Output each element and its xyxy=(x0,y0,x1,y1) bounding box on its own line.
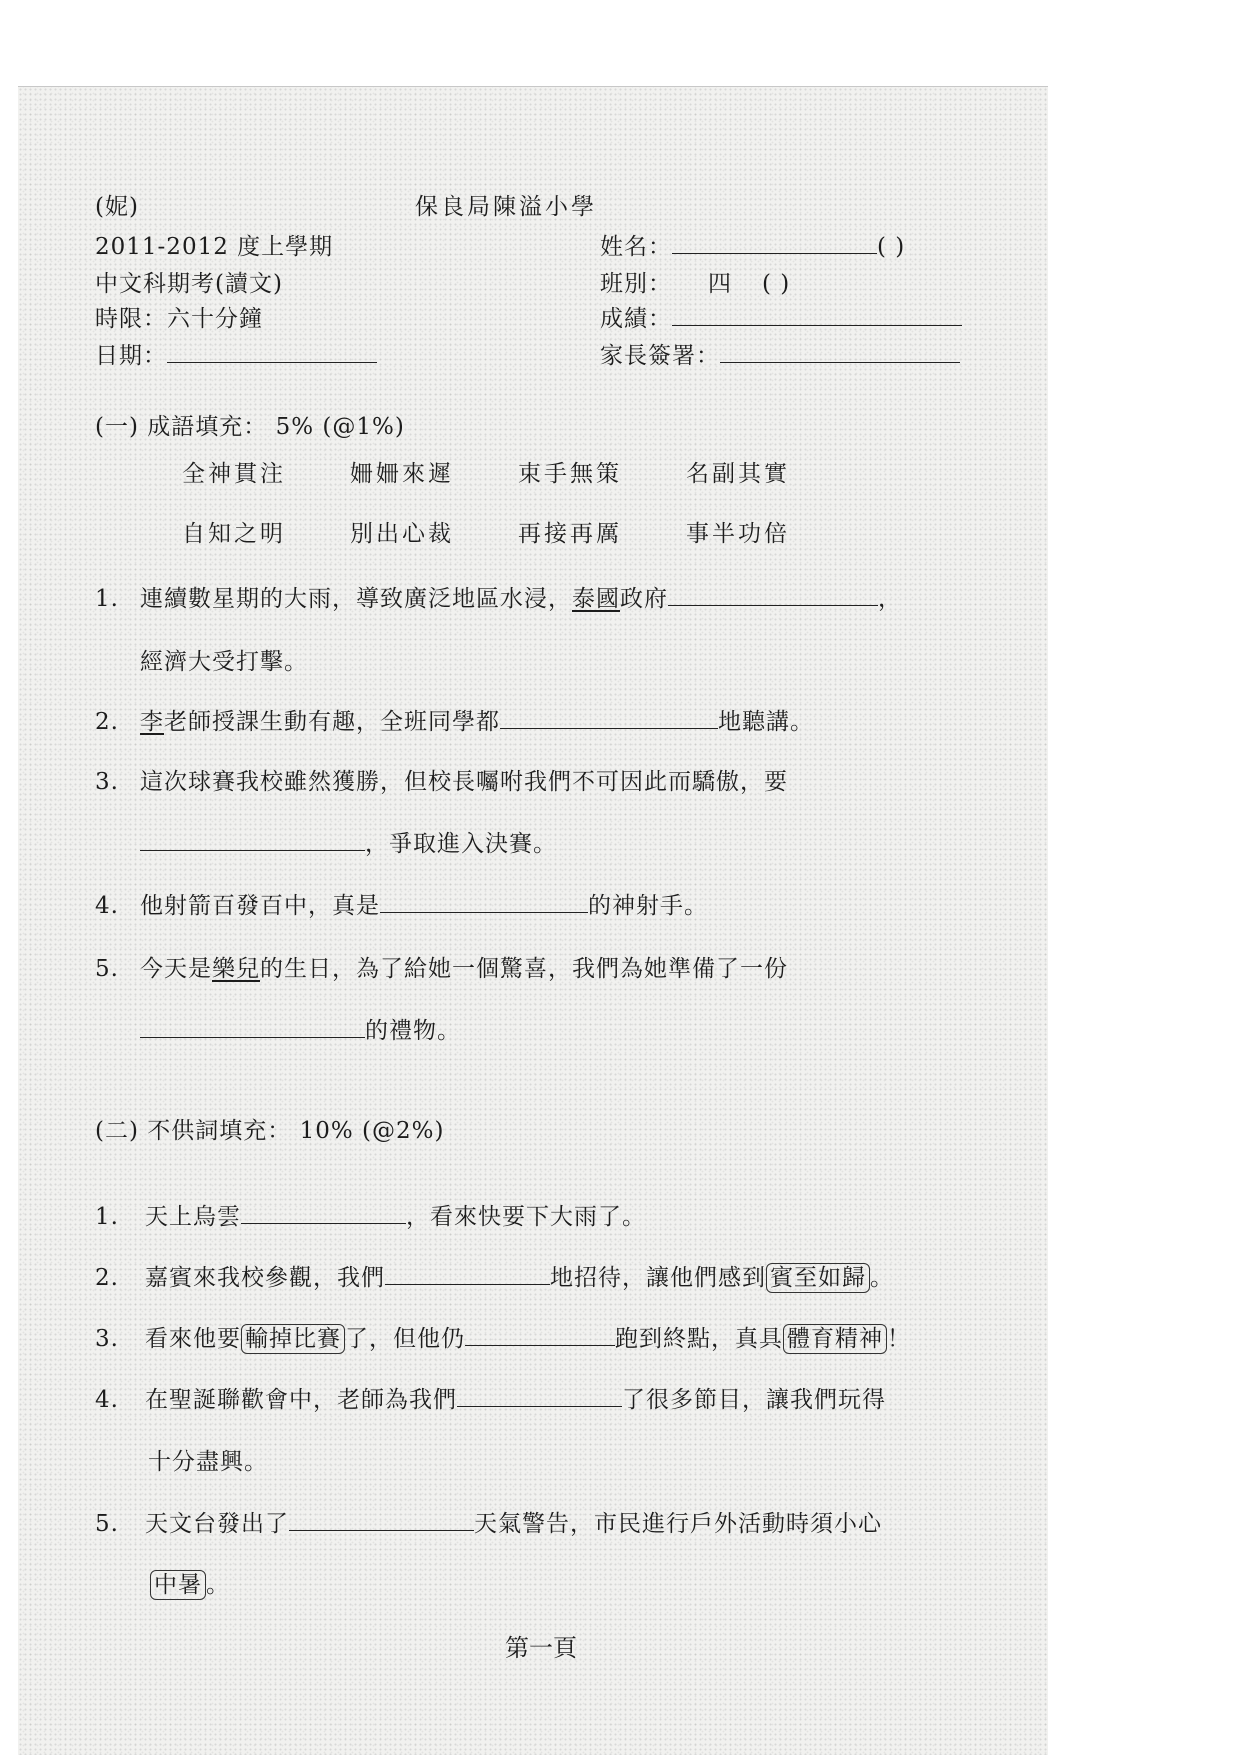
question-text: 天文台發出了 xyxy=(145,1511,289,1537)
idiom-option: 自知之明 xyxy=(182,521,286,547)
date-field[interactable] xyxy=(95,337,377,370)
section2-title: (二) 不供詞填充： 10% (@2%) xyxy=(95,1118,445,1144)
question-number: 2. xyxy=(95,1265,119,1291)
question-text: 地聽講。 xyxy=(718,709,814,735)
time-limit: 時限：六十分鐘 xyxy=(95,306,263,332)
parent-sign-blank[interactable] xyxy=(720,342,960,363)
question-number: 2. xyxy=(95,709,119,735)
question-number: 3. xyxy=(95,1326,119,1352)
s1-question-3-cont xyxy=(140,825,557,858)
parent-sign-label: 家長簽署： xyxy=(600,343,720,369)
s1-question-5 xyxy=(95,950,788,983)
date-blank[interactable] xyxy=(167,342,377,363)
question-text: 今天是 xyxy=(140,956,212,982)
question-text: 嘉賓來我校參觀，我們 xyxy=(145,1265,385,1291)
answer-blank[interactable] xyxy=(140,830,365,851)
answer-blank[interactable] xyxy=(289,1510,474,1531)
section1-title: (一) 成語填充： 5% (@1%) xyxy=(95,414,405,440)
s2-question-3 xyxy=(95,1320,911,1353)
question-text: ，爭取進入決賽。 xyxy=(365,831,557,857)
name-blank[interactable] xyxy=(672,233,877,254)
school-year: 2011-2012 度上學期 xyxy=(95,234,334,260)
question-text: 天上烏雲 xyxy=(145,1204,241,1230)
s1-question-4 xyxy=(95,887,708,920)
question-text: 他射箭百發百中，真是 xyxy=(140,893,380,919)
idiom-option: 再接再厲 xyxy=(518,521,622,547)
question-text: 地招待，讓他們感到 xyxy=(550,1265,766,1291)
paper-tag: (妮) xyxy=(95,194,139,220)
score-blank[interactable] xyxy=(672,305,962,326)
question-text: 政府 xyxy=(620,586,668,612)
idiom-option: 事半功倍 xyxy=(686,521,790,547)
question-text: 老師授課生動有趣，全班同學都 xyxy=(164,709,500,735)
answer-blank[interactable] xyxy=(500,708,718,729)
answer-blank[interactable] xyxy=(465,1325,615,1346)
idiom-option: 全神貫注 xyxy=(182,461,286,487)
question-text: 了，但他仍 xyxy=(345,1326,465,1352)
s2-question-1 xyxy=(95,1198,646,1231)
answer-blank[interactable] xyxy=(457,1386,622,1407)
class-label: 班別： xyxy=(600,271,672,297)
s2-question-5 xyxy=(95,1505,882,1538)
underlined-proper-noun: 泰國 xyxy=(572,586,620,612)
school-name: 保良局陳溢小學 xyxy=(415,194,597,220)
answer-blank[interactable] xyxy=(241,1203,406,1224)
class-field xyxy=(600,265,790,298)
question-text: 天氣警告，市民進行戶外活動時須小心 xyxy=(474,1511,882,1537)
question-number: 4. xyxy=(95,893,119,919)
idiom-option: 別出心裁 xyxy=(350,521,454,547)
circled-phrase: 輸掉比賽 xyxy=(241,1324,345,1354)
name-label: 姓名： xyxy=(600,234,672,260)
idiom-option: 束手無策 xyxy=(518,461,622,487)
question-number: 3. xyxy=(95,769,119,795)
question-number: 5. xyxy=(95,956,119,982)
question-text: ， xyxy=(878,586,902,612)
question-text: 。 xyxy=(206,1572,230,1598)
parent-sign-field[interactable] xyxy=(600,337,960,370)
s1-question-1 xyxy=(95,580,902,613)
s1-question-2 xyxy=(95,703,814,736)
answer-blank[interactable] xyxy=(380,892,588,913)
question-text: ！ xyxy=(887,1326,911,1352)
class-paren: ( ) xyxy=(762,271,791,297)
question-text: 跑到終點，真具 xyxy=(615,1326,783,1352)
s2-question-2 xyxy=(95,1259,894,1292)
circled-phrase: 體育精神 xyxy=(783,1324,887,1354)
question-text: 的生日，為了給她一個驚喜，我們為她準備了一份 xyxy=(260,956,788,982)
answer-blank[interactable] xyxy=(668,585,878,606)
circled-phrase: 賓至如歸 xyxy=(766,1263,870,1293)
circled-phrase: 中暑 xyxy=(150,1570,206,1600)
question-number: 4. xyxy=(95,1387,119,1413)
date-label: 日期： xyxy=(95,343,167,369)
underlined-proper-noun: 李 xyxy=(140,709,164,735)
score-label: 成績： xyxy=(600,306,672,332)
question-text: 。 xyxy=(870,1265,894,1291)
underlined-proper-noun: 樂兒 xyxy=(212,956,260,982)
s1-question-5-cont xyxy=(140,1012,461,1045)
question-text: 的禮物。 xyxy=(365,1018,461,1044)
question-number: 1. xyxy=(95,1204,119,1230)
question-number: 5. xyxy=(95,1511,119,1537)
question-text: 了很多節目，讓我們玩得 xyxy=(622,1387,886,1413)
idiom-option: 姍姍來遲 xyxy=(350,461,454,487)
s2-question-4-cont: 十分盡興。 xyxy=(148,1449,268,1475)
question-number: 1. xyxy=(95,586,119,612)
s1-question-3 xyxy=(95,763,788,796)
page-number: 第一頁 xyxy=(505,1634,577,1662)
idiom-option: 名副其實 xyxy=(686,461,790,487)
question-text: 連續數星期的大雨，導致廣泛地區水浸， xyxy=(140,586,572,612)
name-field[interactable] xyxy=(600,228,905,261)
s2-question-5-cont xyxy=(150,1566,230,1599)
s1-question-1-cont: 經濟大受打擊。 xyxy=(140,649,308,675)
answer-blank[interactable] xyxy=(385,1264,550,1285)
question-text: 的神射手。 xyxy=(588,893,708,919)
answer-blank[interactable] xyxy=(140,1017,365,1038)
question-text: 看來他要 xyxy=(145,1326,241,1352)
question-text: 在聖誕聯歡會中，老師為我們 xyxy=(145,1387,457,1413)
class-number-paren: ( ) xyxy=(877,234,906,260)
class-value: 四 xyxy=(708,271,732,297)
s2-question-4 xyxy=(95,1381,886,1414)
question-text: ，看來快要下大雨了。 xyxy=(406,1204,646,1230)
score-field[interactable] xyxy=(600,300,962,333)
subject-title: 中文科期考(讀文) xyxy=(95,271,283,297)
question-text: 這次球賽我校雖然獲勝，但校長囑咐我們不可因此而驕傲，要 xyxy=(140,769,788,795)
